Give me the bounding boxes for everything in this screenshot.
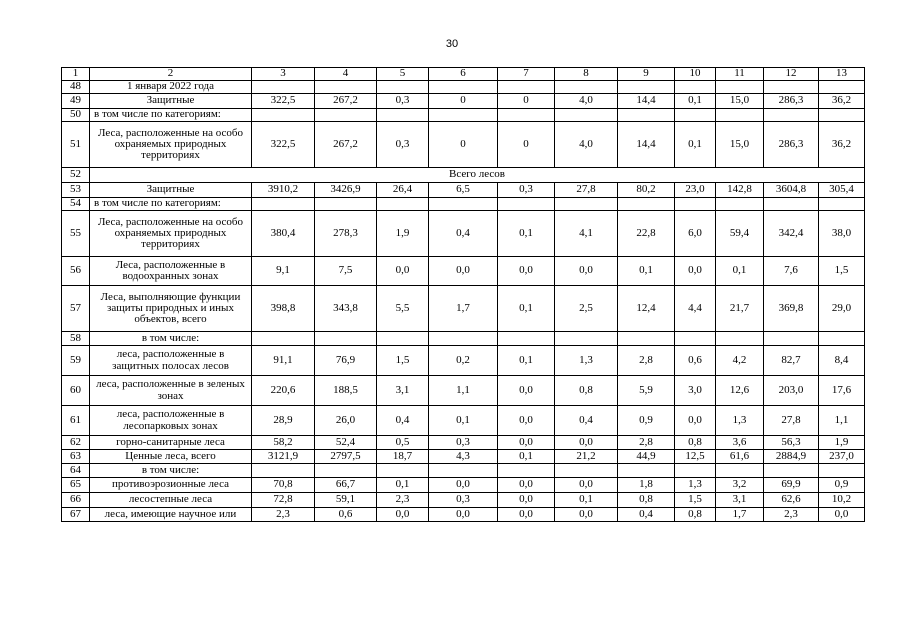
value-cell: 0,0: [429, 257, 498, 286]
value-cell: [618, 332, 675, 346]
value-cell: 0,0: [555, 436, 618, 450]
value-cell: 0,0: [498, 478, 555, 493]
value-cell: 6,0: [675, 211, 716, 257]
value-cell: 2797,5: [315, 450, 377, 464]
value-cell: [555, 464, 618, 478]
value-cell: [675, 464, 716, 478]
value-cell: 2,5: [555, 286, 618, 332]
row-number-cell: 63: [62, 450, 90, 464]
value-cell: 27,8: [764, 406, 819, 436]
value-cell: 0,0: [555, 478, 618, 493]
value-cell: 66,7: [315, 478, 377, 493]
value-cell: 1,5: [377, 346, 429, 376]
value-cell: 286,3: [764, 94, 819, 109]
value-cell: 0,0: [377, 257, 429, 286]
value-cell: 0,1: [555, 493, 618, 508]
value-cell: 0,1: [716, 257, 764, 286]
category-cell: леса, имеющие научное или: [90, 508, 252, 522]
value-cell: [764, 332, 819, 346]
table-row: [62, 286, 865, 332]
value-cell: [716, 332, 764, 346]
category-cell: в том числе:: [90, 332, 252, 346]
value-cell: 0,0: [429, 508, 498, 522]
value-cell: 0,0: [429, 478, 498, 493]
value-cell: [498, 198, 555, 211]
category-cell: Леса, расположенные в водоохранных зонах: [90, 257, 252, 286]
value-cell: 82,7: [764, 346, 819, 376]
value-cell: 0,3: [377, 122, 429, 168]
row-number-cell: 48: [62, 81, 90, 94]
value-cell: 52,4: [315, 436, 377, 450]
value-cell: 12,4: [618, 286, 675, 332]
table-row: [62, 257, 865, 286]
value-cell: 0,8: [675, 508, 716, 522]
value-cell: [429, 81, 498, 94]
value-cell: 0: [498, 122, 555, 168]
table-row: [62, 332, 865, 346]
value-cell: 2884,9: [764, 450, 819, 464]
category-cell: Защитные: [90, 94, 252, 109]
category-cell: лесостепные леса: [90, 493, 252, 508]
value-cell: 188,5: [315, 376, 377, 406]
value-cell: 4,4: [675, 286, 716, 332]
value-cell: 0,6: [675, 346, 716, 376]
column-number-cell: 10: [675, 68, 716, 81]
value-cell: 267,2: [315, 94, 377, 109]
value-cell: [716, 81, 764, 94]
value-cell: 3,2: [716, 478, 764, 493]
value-cell: [252, 198, 315, 211]
value-cell: 0,9: [618, 406, 675, 436]
value-cell: 36,2: [819, 122, 865, 168]
value-cell: [377, 198, 429, 211]
value-cell: 4,1: [555, 211, 618, 257]
table-row: [62, 198, 865, 211]
value-cell: 3910,2: [252, 183, 315, 198]
section-heading-cell: Всего лесов: [90, 168, 865, 183]
value-cell: 0,1: [498, 450, 555, 464]
row-number-cell: 66: [62, 493, 90, 508]
value-cell: [429, 332, 498, 346]
value-cell: [377, 109, 429, 122]
value-cell: 3426,9: [315, 183, 377, 198]
value-cell: [675, 81, 716, 94]
row-number-cell: 53: [62, 183, 90, 198]
row-number-cell: 58: [62, 332, 90, 346]
value-cell: [764, 198, 819, 211]
value-cell: [377, 81, 429, 94]
row-number-cell: 56: [62, 257, 90, 286]
value-cell: 305,4: [819, 183, 865, 198]
value-cell: [555, 198, 618, 211]
value-cell: 0,1: [498, 286, 555, 332]
category-cell: в том числе по категориям:: [90, 198, 252, 211]
table-row: [62, 436, 865, 450]
value-cell: [716, 198, 764, 211]
value-cell: 22,8: [618, 211, 675, 257]
category-cell: Леса, выполняющие функции защиты природных и иных объектов, всего: [90, 286, 252, 332]
value-cell: 58,2: [252, 436, 315, 450]
table-row: [62, 376, 865, 406]
value-cell: [252, 81, 315, 94]
value-cell: 23,0: [675, 183, 716, 198]
value-cell: 0,4: [555, 406, 618, 436]
column-number-cell: 5: [377, 68, 429, 81]
value-cell: [819, 109, 865, 122]
value-cell: 59,4: [716, 211, 764, 257]
value-cell: [555, 332, 618, 346]
row-number-cell: 67: [62, 508, 90, 522]
category-cell: Ценные леса, всего: [90, 450, 252, 464]
value-cell: 322,5: [252, 94, 315, 109]
value-cell: 44,9: [618, 450, 675, 464]
value-cell: 0,8: [675, 436, 716, 450]
value-cell: 0,2: [429, 346, 498, 376]
value-cell: [618, 109, 675, 122]
forest-data-table: [61, 67, 865, 522]
category-cell: Леса, расположенные на особо охраняемых природных территориях: [90, 122, 252, 168]
value-cell: 12,6: [716, 376, 764, 406]
value-cell: 12,5: [675, 450, 716, 464]
value-cell: 38,0: [819, 211, 865, 257]
column-number-cell: 6: [429, 68, 498, 81]
value-cell: [377, 332, 429, 346]
column-number-cell: 12: [764, 68, 819, 81]
value-cell: [252, 332, 315, 346]
value-cell: [716, 464, 764, 478]
row-number-cell: 65: [62, 478, 90, 493]
row-number-cell: 50: [62, 109, 90, 122]
table-row: [62, 183, 865, 198]
value-cell: [819, 332, 865, 346]
value-cell: 5,5: [377, 286, 429, 332]
row-number-cell: 59: [62, 346, 90, 376]
category-cell: противоэрозионные леса: [90, 478, 252, 493]
value-cell: 278,3: [315, 211, 377, 257]
value-cell: 2,3: [377, 493, 429, 508]
value-cell: 5,9: [618, 376, 675, 406]
value-cell: [618, 464, 675, 478]
value-cell: [675, 109, 716, 122]
value-cell: 0,0: [498, 436, 555, 450]
value-cell: 0,0: [819, 508, 865, 522]
value-cell: [429, 198, 498, 211]
table-row: [62, 406, 865, 436]
value-cell: 0,1: [498, 211, 555, 257]
value-cell: [429, 109, 498, 122]
value-cell: 7,6: [764, 257, 819, 286]
value-cell: 0,1: [675, 94, 716, 109]
value-cell: [819, 81, 865, 94]
value-cell: 21,7: [716, 286, 764, 332]
value-cell: 4,2: [716, 346, 764, 376]
value-cell: 0,0: [555, 508, 618, 522]
value-cell: [555, 109, 618, 122]
value-cell: 1,3: [675, 478, 716, 493]
value-cell: 0,1: [429, 406, 498, 436]
value-cell: 0,3: [429, 493, 498, 508]
value-cell: [819, 198, 865, 211]
value-cell: 3604,8: [764, 183, 819, 198]
value-cell: 8,4: [819, 346, 865, 376]
value-cell: 1,5: [675, 493, 716, 508]
value-cell: 1,9: [377, 211, 429, 257]
header-row: [62, 68, 865, 81]
table-row: [62, 478, 865, 493]
table-row: [62, 211, 865, 257]
table-row: [62, 493, 865, 508]
value-cell: 27,8: [555, 183, 618, 198]
value-cell: 142,8: [716, 183, 764, 198]
value-cell: 0,3: [377, 94, 429, 109]
column-number-cell: 2: [90, 68, 252, 81]
value-cell: [618, 81, 675, 94]
category-cell: горно-санитарные леса: [90, 436, 252, 450]
value-cell: 62,6: [764, 493, 819, 508]
value-cell: [252, 109, 315, 122]
category-cell: 1 января 2022 года: [90, 81, 252, 94]
category-cell: Защитные: [90, 183, 252, 198]
column-number-cell: 7: [498, 68, 555, 81]
value-cell: 0,0: [498, 406, 555, 436]
value-cell: [555, 81, 618, 94]
value-cell: 36,2: [819, 94, 865, 109]
value-cell: 4,0: [555, 94, 618, 109]
value-cell: 6,5: [429, 183, 498, 198]
column-number-cell: 4: [315, 68, 377, 81]
value-cell: 3,0: [675, 376, 716, 406]
value-cell: [764, 81, 819, 94]
value-cell: 0,0: [498, 257, 555, 286]
value-cell: 203,0: [764, 376, 819, 406]
value-cell: 1,3: [555, 346, 618, 376]
row-number-cell: 51: [62, 122, 90, 168]
value-cell: 1,8: [618, 478, 675, 493]
value-cell: [498, 81, 555, 94]
category-cell: леса, расположенные в защитных полосах лесов: [90, 346, 252, 376]
table-row: [62, 122, 865, 168]
value-cell: 0,1: [498, 346, 555, 376]
value-cell: 398,8: [252, 286, 315, 332]
value-cell: 26,4: [377, 183, 429, 198]
table-row: [62, 508, 865, 522]
value-cell: 0,8: [555, 376, 618, 406]
value-cell: 1,5: [819, 257, 865, 286]
column-number-cell: 11: [716, 68, 764, 81]
value-cell: 1,1: [429, 376, 498, 406]
row-number-cell: 49: [62, 94, 90, 109]
value-cell: 14,4: [618, 122, 675, 168]
table-row: [62, 168, 865, 183]
value-cell: 1,9: [819, 436, 865, 450]
value-cell: 0,0: [377, 508, 429, 522]
table-row: [62, 109, 865, 122]
row-number-cell: 57: [62, 286, 90, 332]
value-cell: 7,5: [315, 257, 377, 286]
value-cell: 0,1: [675, 122, 716, 168]
value-cell: 14,4: [618, 94, 675, 109]
value-cell: 0,0: [498, 493, 555, 508]
value-cell: [498, 464, 555, 478]
value-cell: 56,3: [764, 436, 819, 450]
value-cell: 0,4: [377, 406, 429, 436]
value-cell: [675, 332, 716, 346]
value-cell: 70,8: [252, 478, 315, 493]
value-cell: 2,8: [618, 346, 675, 376]
value-cell: 0,8: [618, 493, 675, 508]
value-cell: 72,8: [252, 493, 315, 508]
value-cell: [764, 109, 819, 122]
value-cell: 61,6: [716, 450, 764, 464]
table-row: [62, 81, 865, 94]
value-cell: 0,3: [498, 183, 555, 198]
value-cell: 380,4: [252, 211, 315, 257]
value-cell: 0,1: [618, 257, 675, 286]
value-cell: 21,2: [555, 450, 618, 464]
value-cell: 3,1: [377, 376, 429, 406]
value-cell: [675, 198, 716, 211]
value-cell: [252, 464, 315, 478]
table-row: [62, 464, 865, 478]
value-cell: 1,7: [429, 286, 498, 332]
table-row: [62, 346, 865, 376]
row-number-cell: 54: [62, 198, 90, 211]
value-cell: [315, 81, 377, 94]
value-cell: 91,1: [252, 346, 315, 376]
value-cell: 237,0: [819, 450, 865, 464]
value-cell: 80,2: [618, 183, 675, 198]
category-cell: Леса, расположенные на особо охраняемых природных территориях: [90, 211, 252, 257]
value-cell: 0: [498, 94, 555, 109]
value-cell: [429, 464, 498, 478]
value-cell: 69,9: [764, 478, 819, 493]
value-cell: 369,8: [764, 286, 819, 332]
value-cell: 10,2: [819, 493, 865, 508]
value-cell: 9,1: [252, 257, 315, 286]
value-cell: 18,7: [377, 450, 429, 464]
value-cell: [315, 198, 377, 211]
value-cell: 0,4: [429, 211, 498, 257]
value-cell: [315, 109, 377, 122]
value-cell: 2,3: [252, 508, 315, 522]
value-cell: 0,6: [315, 508, 377, 522]
row-number-cell: 64: [62, 464, 90, 478]
value-cell: 26,0: [315, 406, 377, 436]
table-body: [62, 68, 865, 522]
category-cell: в том числе по категориям:: [90, 109, 252, 122]
value-cell: 0,0: [675, 257, 716, 286]
value-cell: [618, 198, 675, 211]
table-row: [62, 94, 865, 109]
value-cell: [498, 109, 555, 122]
value-cell: 342,4: [764, 211, 819, 257]
column-number-cell: 8: [555, 68, 618, 81]
row-number-cell: 55: [62, 211, 90, 257]
column-number-cell: 3: [252, 68, 315, 81]
value-cell: 28,9: [252, 406, 315, 436]
column-number-cell: 13: [819, 68, 865, 81]
value-cell: 0,0: [555, 257, 618, 286]
value-cell: 17,6: [819, 376, 865, 406]
value-cell: 220,6: [252, 376, 315, 406]
value-cell: [716, 109, 764, 122]
value-cell: 0,5: [377, 436, 429, 450]
value-cell: 0,0: [498, 508, 555, 522]
value-cell: 2,3: [764, 508, 819, 522]
category-cell: леса, расположенные в зеленых зонах: [90, 376, 252, 406]
value-cell: 267,2: [315, 122, 377, 168]
value-cell: [498, 332, 555, 346]
value-cell: 0: [429, 94, 498, 109]
table-row: [62, 450, 865, 464]
value-cell: 3,6: [716, 436, 764, 450]
value-cell: 0,3: [429, 436, 498, 450]
value-cell: 15,0: [716, 122, 764, 168]
category-cell: в том числе:: [90, 464, 252, 478]
category-cell: леса, расположенные в лесопарковых зонах: [90, 406, 252, 436]
value-cell: 343,8: [315, 286, 377, 332]
row-number-cell: 61: [62, 406, 90, 436]
value-cell: 1,7: [716, 508, 764, 522]
value-cell: [315, 332, 377, 346]
value-cell: 3,1: [716, 493, 764, 508]
value-cell: 2,8: [618, 436, 675, 450]
value-cell: 76,9: [315, 346, 377, 376]
value-cell: 0,4: [618, 508, 675, 522]
value-cell: 286,3: [764, 122, 819, 168]
value-cell: 0,0: [675, 406, 716, 436]
value-cell: [764, 464, 819, 478]
row-number-cell: 52: [62, 168, 90, 183]
value-cell: 1,3: [716, 406, 764, 436]
value-cell: 1,1: [819, 406, 865, 436]
value-cell: 4,0: [555, 122, 618, 168]
value-cell: [377, 464, 429, 478]
value-cell: 0: [429, 122, 498, 168]
value-cell: 0,1: [377, 478, 429, 493]
value-cell: 4,3: [429, 450, 498, 464]
value-cell: 29,0: [819, 286, 865, 332]
value-cell: 3121,9: [252, 450, 315, 464]
page-number: 30: [445, 38, 459, 50]
row-number-cell: 62: [62, 436, 90, 450]
column-number-cell: 9: [618, 68, 675, 81]
value-cell: 0,9: [819, 478, 865, 493]
value-cell: 0,0: [498, 376, 555, 406]
value-cell: 322,5: [252, 122, 315, 168]
value-cell: 15,0: [716, 94, 764, 109]
value-cell: [315, 464, 377, 478]
row-number-cell: 60: [62, 376, 90, 406]
column-number-cell: 1: [62, 68, 90, 81]
value-cell: 59,1: [315, 493, 377, 508]
value-cell: [819, 464, 865, 478]
